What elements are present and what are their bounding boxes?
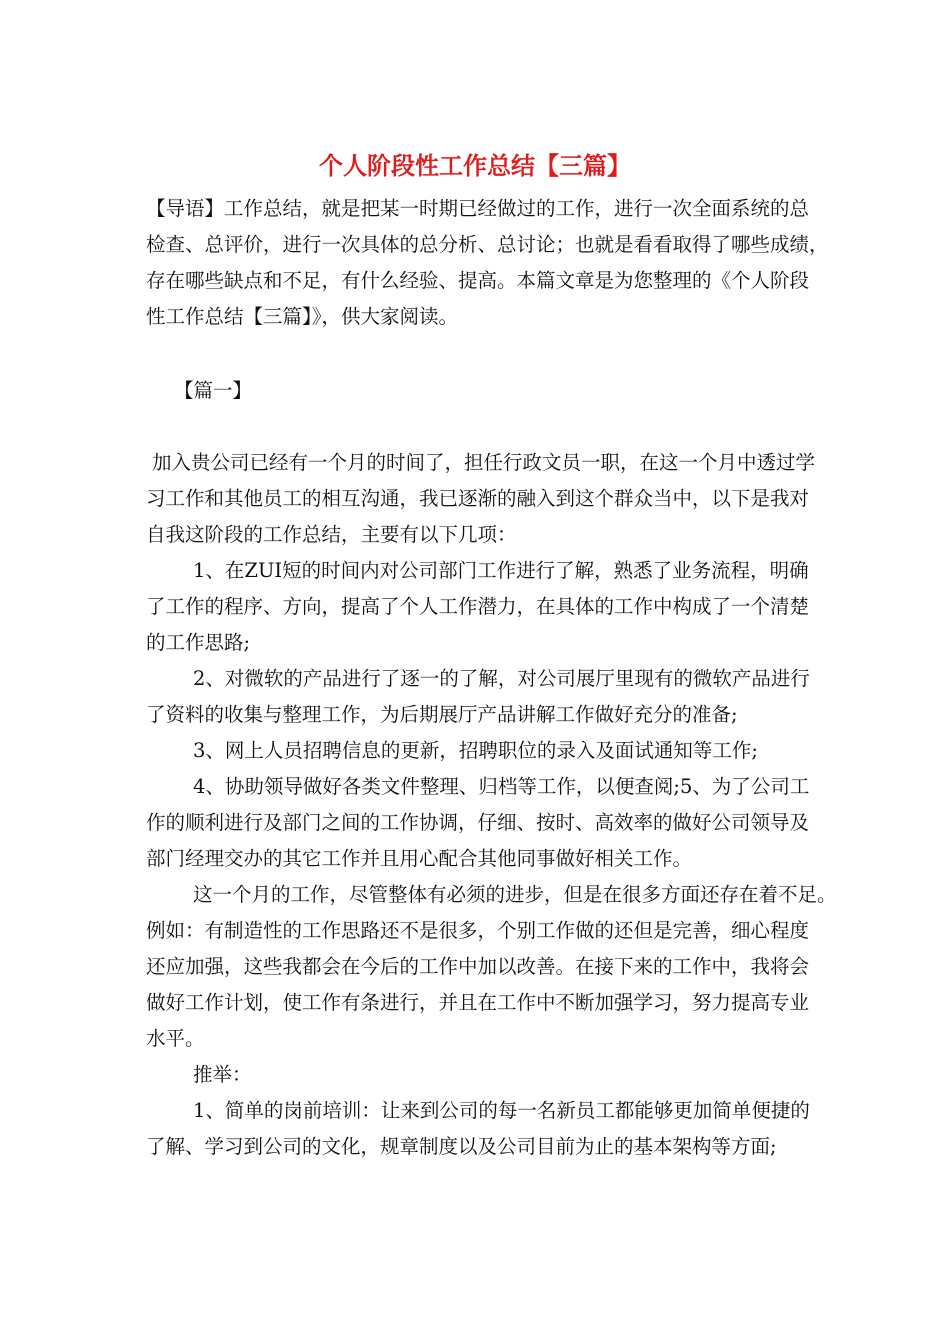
list-item-line: 3、网上人员招聘信息的更新，招聘职位的录入及面试通知等工作; bbox=[193, 739, 758, 762]
intro-line: 检查、总评价，进行一次具体的总分析、总讨论；也就是看看取得了哪些成绩， bbox=[146, 233, 829, 256]
document-title: 个人阶段性工作总结【三篇】 bbox=[319, 151, 631, 180]
list-item-line: 1、在ZUI短的时间内对公司部门工作进行了解，熟悉了业务流程，明确 bbox=[193, 559, 809, 582]
list-item-line: 了工作的程序、方向，提高了个人工作潜力，在具体的工作中构成了一个清楚 bbox=[146, 595, 810, 618]
section-heading: 【篇一】 bbox=[174, 379, 253, 402]
list-item-line: 1、简单的岗前培训：让来到公司的每一名新员工都能够更加简单便捷的 bbox=[193, 1099, 810, 1122]
recommend-label: 推举： bbox=[193, 1063, 252, 1086]
paragraph-line: 这一个月的工作，尽管整体有必须的进步，但是在很多方面还存在着不足。 bbox=[193, 883, 837, 906]
list-item-line: 作的顺利进行及部门之间的工作协调，仔细、按时、高效率的做好公司领导及 bbox=[146, 811, 810, 834]
list-item-line: 4、协助领导做好各类文件整理、归档等工作，以便查阅;5、为了公司工 bbox=[193, 775, 810, 798]
paragraph-line: 自我这阶段的工作总结，主要有以下几项： bbox=[146, 523, 517, 546]
list-item-line: 了解、学习到公司的文化，规章制度以及公司目前为止的基本架构等方面; bbox=[146, 1135, 777, 1158]
paragraph-line: 水平。 bbox=[146, 1027, 205, 1050]
intro-line: 性工作总结【三篇】》，供大家阅读。 bbox=[146, 305, 459, 328]
paragraph-line: 习工作和其他员工的相互沟通，我已逐渐的融入到这个群众当中，以下是我对 bbox=[146, 487, 810, 510]
list-item-line: 的工作思路; bbox=[146, 631, 251, 654]
list-item-line: 了资料的收集与整理工作，为后期展厅产品讲解工作做好充分的准备; bbox=[146, 703, 738, 726]
list-item-line: 2、对微软的产品进行了逐一的了解，对公司展厅里现有的微软产品进行 bbox=[193, 667, 810, 690]
intro-line: 【导语】工作总结，就是把某一时期已经做过的工作，进行一次全面系统的总 bbox=[146, 197, 810, 220]
intro-line: 存在哪些缺点和不足，有什么经验、提高。本篇文章是为您整理的《个人阶段 bbox=[146, 269, 810, 292]
paragraph-line: 做好工作计划，使工作有条进行，并且在工作中不断加强学习，努力提高专业 bbox=[146, 991, 810, 1014]
paragraph-line: 加入贵公司已经有一个月的时间了，担任行政文员一职，在这一个月中透过学 bbox=[152, 451, 816, 474]
paragraph-line: 例如：有制造性的工作思路还不是很多，个别工作做的还但是完善，细心程度 bbox=[146, 919, 810, 942]
list-item-line: 部门经理交办的其它工作并且用心配合其他同事做好相关工作。 bbox=[146, 847, 693, 870]
paragraph-line: 还应加强，这些我都会在今后的工作中加以改善。在接下来的工作中，我将会 bbox=[146, 955, 810, 978]
